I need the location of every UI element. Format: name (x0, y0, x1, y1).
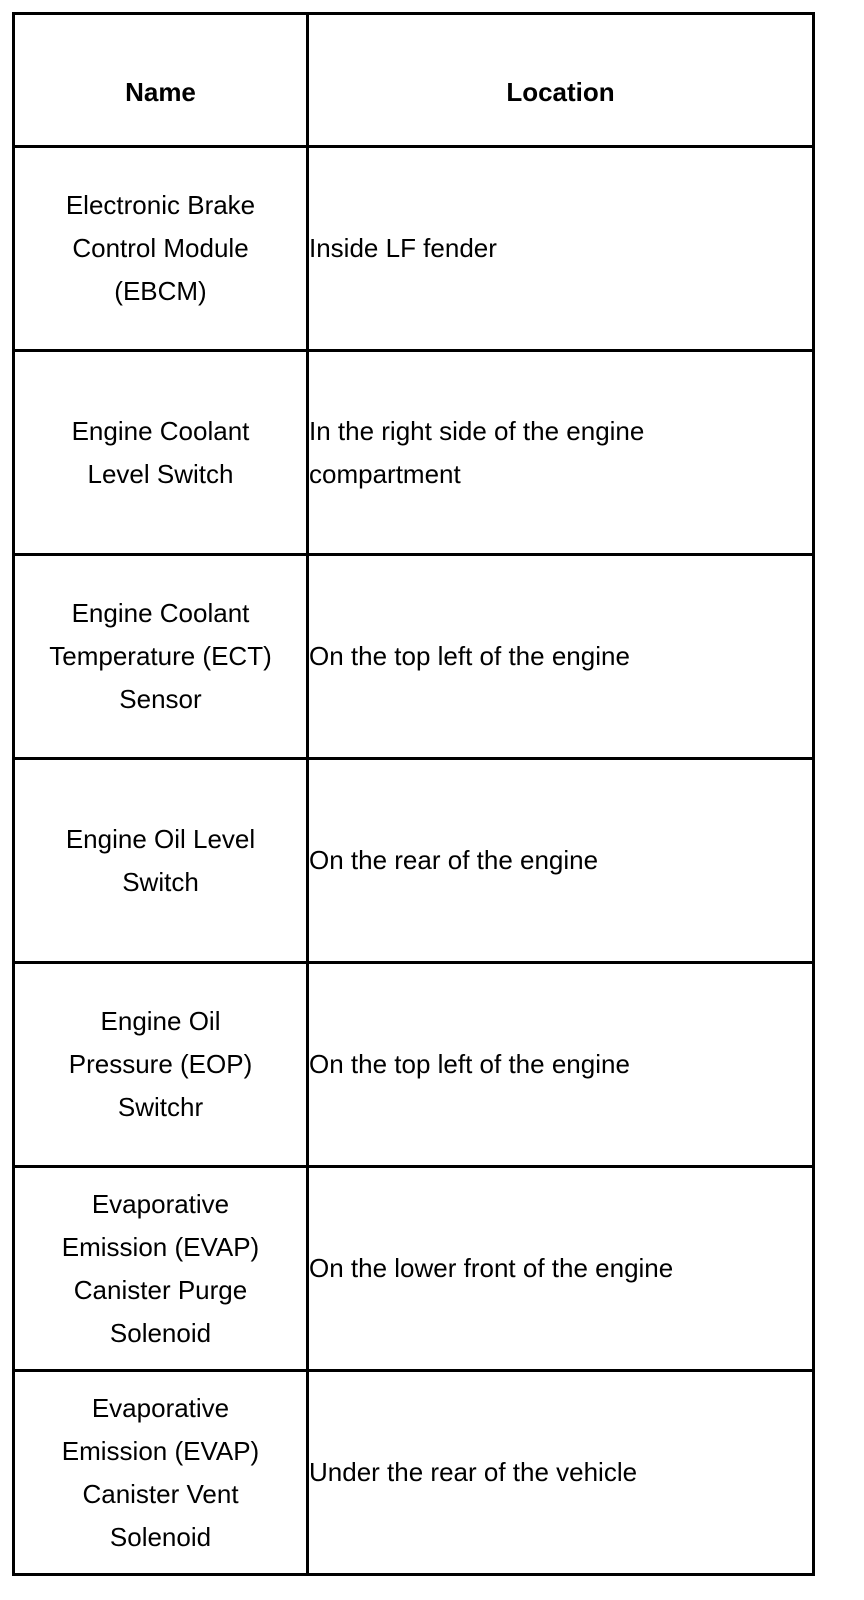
table-row (14, 1167, 814, 1371)
component-name: Electronic Brake Control Module (EBCM) (14, 147, 308, 351)
table-row (14, 351, 814, 555)
component-location: Under the rear of the vehicle (308, 1371, 814, 1575)
table-row (14, 1371, 814, 1575)
component-name: Evaporative Emission (EVAP) Canister Purge Solenoid (14, 1167, 308, 1371)
component-location: On the top left of the engine (308, 555, 814, 759)
component-location: On the lower front of the engine (308, 1167, 814, 1371)
component-name: Engine Oil Pressure (EOP) Switchr (14, 963, 308, 1167)
component-location: In the right side of the engine compartment (308, 351, 814, 555)
component-name: Engine Coolant Temperature (ECT) Sensor (14, 555, 308, 759)
component-location: On the top left of the engine (308, 963, 814, 1167)
component-name: Evaporative Emission (EVAP) Canister Vent Solenoid (14, 1371, 308, 1575)
table-row (14, 759, 814, 963)
component-location: On the rear of the engine (308, 759, 814, 963)
component-name: Engine Coolant Level Switch (14, 351, 308, 555)
location-column-header: Location (308, 14, 814, 147)
header-row (14, 14, 814, 147)
component-locator-table (12, 12, 815, 1576)
table-row (14, 147, 814, 351)
name-column-header: Name (14, 14, 308, 147)
component-location: Inside LF fender (308, 147, 814, 351)
table-row (14, 555, 814, 759)
component-name: Engine Oil Level Switch (14, 759, 308, 963)
table-row (14, 963, 814, 1167)
